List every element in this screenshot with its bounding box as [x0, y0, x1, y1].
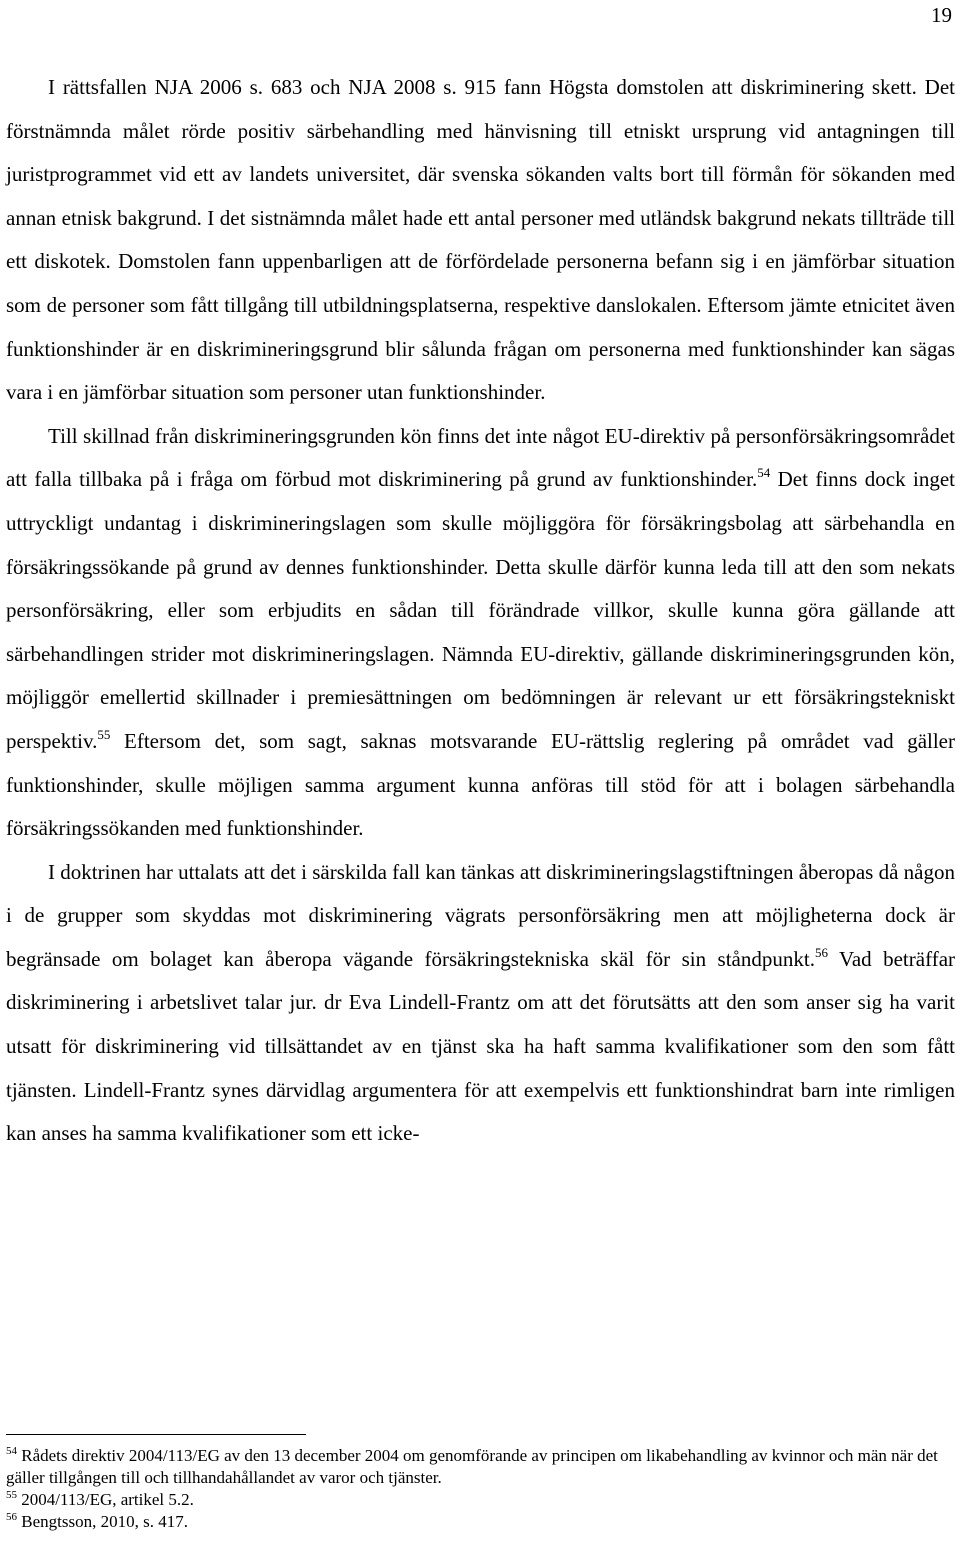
- footnote-55: [6, 1489, 955, 1511]
- footnote-text: Rådets direktiv 2004/113/EG av den 13 december 2004 om genomförande av principen om likabehandling av kvinnor och män när det gäller tillgången till och tillhandahållandet av varor och tjänster.: [6, 1446, 938, 1487]
- footnote-54: [6, 1445, 955, 1489]
- text-run: Vad beträffar diskriminering i arbetslivet talar jur. dr Eva Lindell-Frantz om att det förutsätts att den som anser sig ha varit utsatt för diskriminering vid tillsättandet av en tjänst ska ha haft samma kvalifikationer som den som fått tjänsten. Lindell-Frantz synes därvidlag argumentera för att exempelvis ett funktionshindrat barn inte rimligen kan anses ha samma kvalifikationer som ett icke-: [6, 946, 956, 1146]
- footnote-ref-55[interactable]: 55: [97, 726, 111, 742]
- footnote-text: 2004/113/EG, artikel 5.2.: [17, 1490, 194, 1509]
- text-run: Eftersom det, som sagt, saknas motsvarande EU-rättslig reglering på området vad gäller funktionshinder, skulle möjligen samma argument kunna anföras till stöd för att i bolagen särbehandla försäkringssökanden med funktionshinder.: [6, 728, 955, 841]
- paragraph: [6, 66, 955, 415]
- text-run: I doktrinen har uttalats att det i särskilda fall kan tänkas att diskrimineringslagstiftningen åberopas då någon i de grupper som skyddas mot diskriminering vägrats personförsäkring men att möjligheterna dock är begränsade om bolaget kan åberopa vägande försäkringstekniska skäl för sin ståndpunkt.: [6, 859, 955, 971]
- paragraph: [6, 415, 955, 851]
- footnote-number: 56: [6, 1511, 17, 1523]
- footnotes: [6, 1445, 955, 1533]
- text-run: Det finns dock inget uttryckligt undantag i diskrimineringslagen som skulle möjliggöra för försäkringsbolag att särbehandla en försäkringssökande på grund av dennes funktionshinder. Detta skulle därför kunna leda till att den som nekats personförsäkring, eller som erbjudits en sådan till förändrade villkor, skulle kunna göra gällande att särbehandlingen strider mot diskrimineringslagen. Nämnda EU-direktiv, gällande diskrimineringsgrunden kön, möjliggör emellertid skillnader i premiesättningen om bedömningen är relevant ur ett försäkringstekniskt perspektiv.: [6, 467, 955, 753]
- page-number: 19: [931, 3, 952, 27]
- text-run: I rättsfallen NJA 2006 s. 683 och NJA 2008 s. 915 fann Högsta domstolen att diskriminering skett. Det förstnämnda målet rörde positiv särbehandling med hänvisning till etniskt ursprung vid antagningen till juristprogrammet vid ett av landets universitet, där svenska sökanden valts bort till förmån för sökanden med annan etnisk bakgrund. I det sistnämnda målet hade ett antal personer med utländsk bakgrund nekats tillträde till ett diskotek. Domstolen fann uppenbarligen att de förfördelade personerna befann sig i en jämförbar situation som de personer som fått tillgång till utbildningsplatserna, respektive danslokalen. Eftersom jämte etnicitet även funktionshinder är en diskrimineringsgrund blir sålunda frågan om personerna med funktionshinder kan sägas vara i en jämförbar situation som personer utan funktionshinder.: [6, 75, 955, 405]
- body-text: [6, 66, 955, 1156]
- footnote-number: 54: [6, 1445, 17, 1457]
- footnote-number: 55: [6, 1489, 17, 1501]
- footnote-divider: [6, 1434, 306, 1435]
- text-run: Till skillnad från diskrimineringsgrunden kön finns det inte något EU-direktiv på personförsäkringsområdet att falla tillbaka på i fråga om förbud mot diskriminering på grund av funktionshinder.: [6, 423, 955, 492]
- footnote-56: [6, 1511, 955, 1533]
- footnote-ref-56[interactable]: 56: [814, 944, 828, 960]
- paragraph: [6, 851, 955, 1156]
- footnote-text: Bengtsson, 2010, s. 417.: [17, 1512, 188, 1531]
- footnote-ref-54[interactable]: 54: [757, 465, 771, 481]
